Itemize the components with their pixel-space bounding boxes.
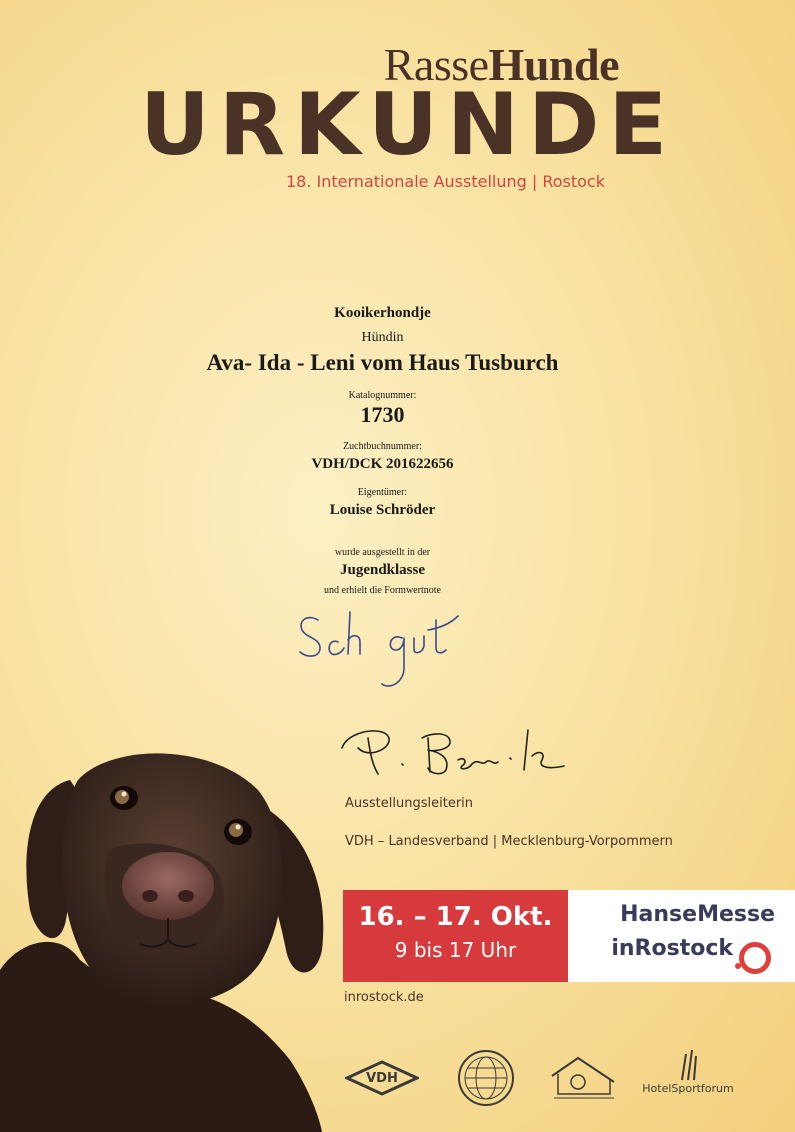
venue-name-line2: inRostock	[611, 936, 733, 961]
studbook-label: Zuchtbuchnummer:	[343, 441, 422, 452]
organization: VDH – Landesverband | Mecklenburg-Vorpommern	[345, 834, 673, 849]
hotel-sportforum-text: HotelSportforum	[642, 1082, 734, 1095]
sex: Hündin	[361, 330, 404, 345]
catalog-number: 1730	[360, 402, 405, 427]
fci-logo	[456, 1048, 516, 1113]
vdh-logo-text: VDH	[366, 1071, 398, 1086]
flame-icon	[638, 1048, 738, 1082]
venue-banner	[568, 890, 795, 982]
class-name: Jugendklasse	[339, 562, 426, 578]
brand-hunde: Hunde	[488, 39, 619, 90]
event-dates: 16. – 17. Okt.	[358, 902, 553, 932]
owner-name: Louise Schröder	[329, 502, 436, 518]
event-hours: 9 bis 17 Uhr	[394, 938, 517, 962]
signature	[332, 718, 582, 788]
fci-globe-icon	[456, 1048, 516, 1108]
dog-house-icon	[548, 1052, 618, 1102]
dog-house-logo	[548, 1052, 618, 1107]
venue-ring-icon	[739, 942, 771, 974]
event-subtitle: 18. Internationale Ausstellung | Rostock	[286, 172, 605, 191]
catalog-label: Katalognummer:	[348, 390, 417, 401]
signatory-role: Ausstellungsleiterin	[345, 796, 474, 811]
grade-label: und erhielt die Formwertnote	[324, 585, 441, 596]
venue-dot-icon	[735, 963, 741, 969]
class-label: wurde ausgestellt in der	[334, 547, 431, 558]
hotel-sportforum-logo	[638, 1048, 738, 1095]
event-url: inrostock.de	[344, 990, 424, 1005]
breed: Kooikerhondje	[334, 305, 431, 321]
brand-rasse: Rasse	[383, 39, 489, 90]
owner-label: Eigentümer:	[357, 487, 408, 498]
vdh-logo	[345, 1058, 419, 1102]
dog-photo	[0, 740, 345, 1132]
event-date-banner	[343, 890, 568, 982]
venue-name-line1: HanseMesse	[620, 902, 775, 927]
page-title: URKUNDE	[140, 75, 677, 175]
handwritten-grade	[290, 598, 470, 698]
studbook-number: VDH/DCK 201622656	[311, 456, 454, 472]
dog-name: Ava- Ida - Leni vom Haus Tusburch	[206, 350, 559, 375]
